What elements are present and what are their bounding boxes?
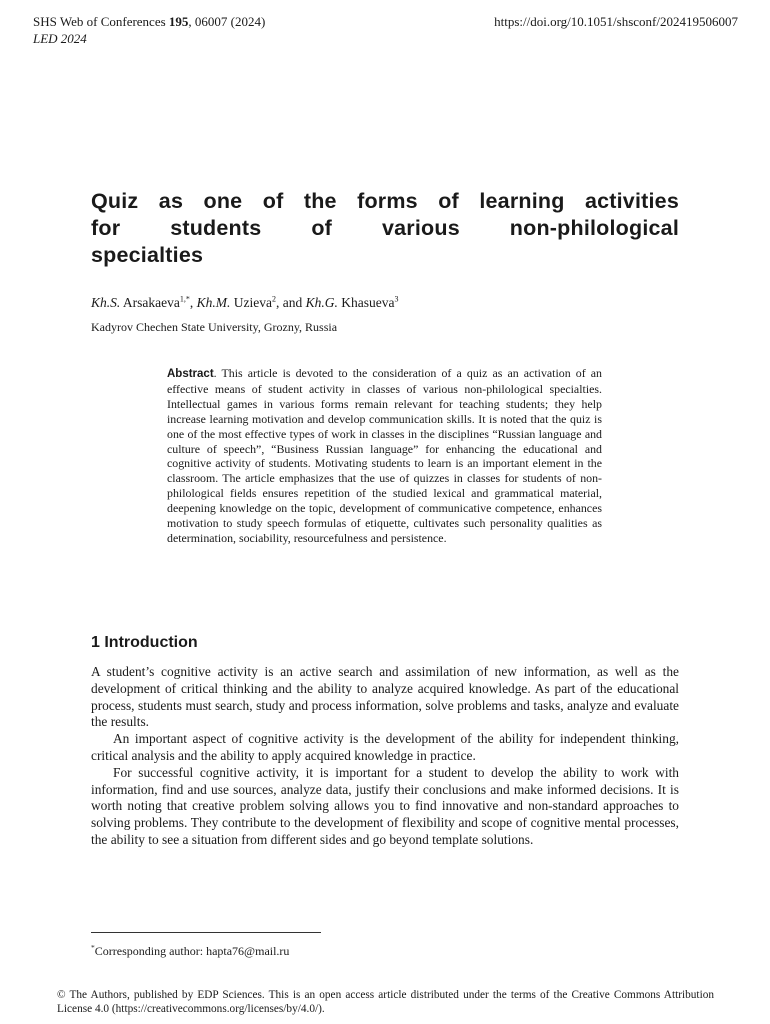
title-line-2: for students of various non-philological [91, 216, 679, 240]
journal-info [33, 13, 265, 47]
author-2-affiliation-mark: 2 [271, 294, 276, 304]
author-2-surname: Uzieva [230, 295, 272, 310]
abstract-label: Abstract [167, 368, 214, 380]
journal-citation [33, 13, 265, 30]
conference-name: LED 2024 [33, 31, 87, 46]
title-line-1: Quiz as one of the forms of learning activities [91, 189, 679, 213]
abstract-text: . This article is devoted to the consideration of a quiz as an activation of an effective means of student activity in classes of various non-philological specialties. Intellectual games in various forms remain relevant for teaching students; they help increase learning motivation and develop communication skills. It is noted that the quiz is one of the most effective types of work in classes in the disciplines “Russian language and culture of speech”, “Business Russian language” for enhancing the educational and cognitive activity of students. Motivating students to learn is an important element in the classroom. The article emphasizes that the use of quizzes in classes for students of non-philological fields ensures repetition of the studied lexical and grammatical material, deepening knowledge on the topic, development of communicative competence, enhances motivation to study speech formulas of etiquette, cultivates such personality qualities as determination, sociability, resourcefulness and persistence. [167, 366, 602, 545]
doi-link[interactable]: https://doi.org/10.1051/shsconf/202419506007 [494, 14, 738, 29]
author-3-surname: Khasueva [337, 295, 395, 310]
author-1-initials: Kh.S. [91, 295, 121, 310]
affiliation: Kadyrov Chechen State University, Grozny, Russia [91, 320, 338, 334]
journal-volume: 195 [168, 14, 189, 29]
paragraph-2: An important aspect of cognitive activity is the development of the ability for independent thinking, critical analysis and the ability to apply acquired knowledge in practice. [91, 731, 679, 763]
footnote-divider [91, 932, 321, 933]
author-separator: , [189, 295, 197, 310]
author-1-surname: Arsakaeva [120, 295, 180, 310]
footnote-text: Corresponding author: hapta76@mail.ru [94, 944, 290, 958]
author-3-affiliation-mark: 3 [394, 294, 399, 304]
license-notice: © The Authors, published by EDP Sciences. This is an open access article distributed under the terms of the Creative Commons Attribution License 4.0 (https://creativecommons.org/licenses/by/4.0/). [57, 989, 714, 1015]
section-heading: 1 Introduction [91, 634, 198, 651]
abstract [167, 366, 602, 546]
author-separator-and: , and [275, 295, 306, 310]
paper-title [91, 188, 679, 269]
author-2-initials: Kh.M. [196, 295, 231, 310]
footnote [91, 944, 289, 959]
journal-name: SHS Web of Conferences [33, 14, 169, 29]
paragraph-1: A student’s cognitive activity is an active search and assimilation of new information, as well as the development of critical thinking and the ability to analyze acquired knowledge. As part of the educational process, students must search, study and process information, solve problems and tasks, analyze and evaluate the results. [91, 664, 679, 730]
paragraph-3: For successful cognitive activity, it is important for a student to develop the ability to work with information, find and use sources, analyze data, justify their conclusions and make informed decisions. It is worth noting that creative problem solving allows you to find innovative and non-standard approaches to solving problems. They contribute to the development of flexibility and scope of cognitive mental processes, the ability to see a situation from different sides and go beyond template solutions. [91, 764, 679, 847]
author-3-initials: Kh.G. [305, 295, 338, 310]
author-1-affiliation-mark: 1,* [179, 294, 190, 304]
footnote-mark: * [91, 943, 95, 952]
section-body [91, 664, 679, 849]
author-list [91, 294, 398, 312]
page-header [33, 13, 738, 47]
title-line-3: specialties [91, 243, 204, 267]
journal-issue: , 06007 (2024) [188, 14, 266, 29]
